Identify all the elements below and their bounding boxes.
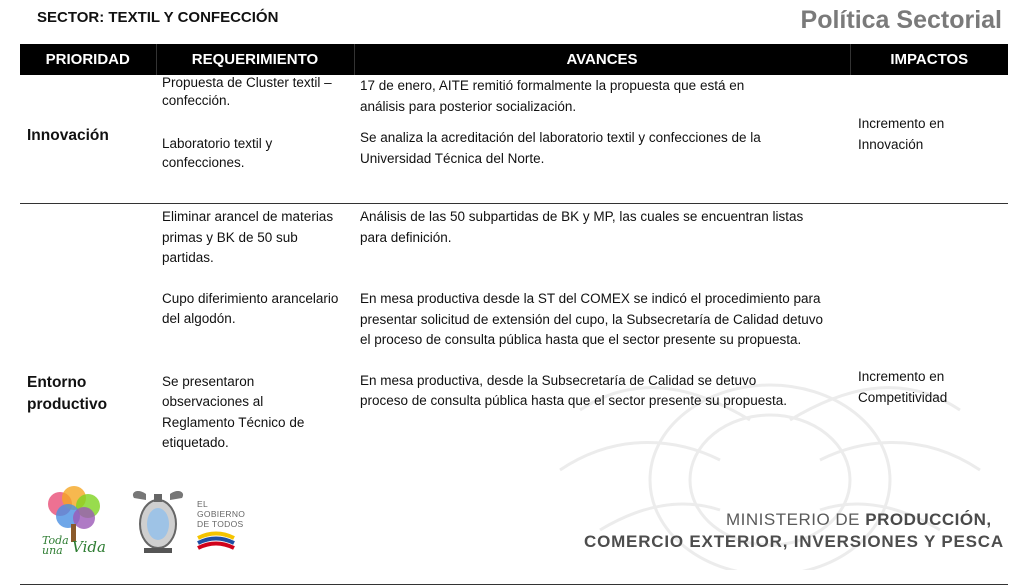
toda-una-vida-logo (42, 486, 106, 556)
ministry-line1-b: PRODUCCIÓN, (865, 510, 992, 529)
table-header-row (20, 44, 1008, 75)
svg-text:Vida: Vida (72, 538, 106, 556)
ministry-line1-a: MINISTERIO DE (726, 510, 866, 529)
ecuador-shield-logo (133, 491, 183, 553)
sector-heading: SECTOR: TEXTIL Y CONFECCIÓN (37, 9, 279, 26)
gobierno-line: GOBIERNO (197, 509, 246, 519)
gobierno-line: EL (197, 499, 208, 509)
table-row (20, 75, 1008, 204)
progress-cell (354, 75, 850, 204)
ministry-line2: COMERCIO EXTERIOR, INVERSIONES Y PESCA (584, 532, 1004, 551)
gobierno-logo-accent (198, 534, 234, 549)
progress-item: En mesa productiva, desde la Subsecretaría de Calidad se detuvo proceso de consulta pública hasta que el sector presente su propuesta. (360, 372, 788, 408)
gobierno-line: DE TODOS (197, 519, 244, 529)
progress-item: Se analiza la acreditación del laboratorio textil y confecciones de la Universidad Técnica del Norte. (360, 130, 761, 166)
progress-item: 17 de enero, AITE remitió formalmente la propuesta que está en análisis para posterior socialización. (360, 78, 745, 114)
priority-cell: Innovación (20, 75, 156, 204)
column-header-impactos: IMPACTOS (850, 44, 1008, 75)
impact-cell: Incremento en Competitividad (850, 204, 1008, 585)
page-title: Política Sectorial (800, 6, 1002, 34)
progress-item: Análisis de las 50 subpartidas de BK y MP, las cuales se encuentran listas para definición. (360, 209, 804, 245)
requirement-item: Eliminar arancel de materias primas y BK de 50 sub partidas. (162, 209, 334, 265)
requirement-item: Cupo diferimiento arancelario del algodón. (162, 290, 339, 326)
column-header-requerimiento: REQUERIMIENTO (156, 44, 354, 75)
requirement-item: Se presentaron observaciones al Reglamento Técnico de etiquetado. (162, 373, 305, 450)
ministry-logo-text (584, 510, 1004, 552)
requirement-item: Propuesta de Cluster textil – confección. (162, 75, 332, 108)
svg-text:Toda: Toda (42, 534, 69, 547)
gobierno-de-todos-logo (197, 499, 245, 529)
priority-cell: Entorno productivo (20, 204, 156, 585)
column-header-avances: AVANCES (354, 44, 850, 75)
svg-text:una: una (42, 544, 63, 556)
requirement-cell (156, 75, 354, 204)
requirement-item: Laboratorio textil y confecciones. (162, 136, 273, 170)
column-header-prioridad: PRIORIDAD (20, 44, 156, 75)
impact-cell: Incremento en Innovación (850, 75, 1008, 204)
progress-item: En mesa productiva desde la ST del COMEX se indicó el procedimiento para presentar solicitud de extensión del cupo, la Subsecretaría de Calidad detuvo el proceso de consulta pública hasta que el sector presente su propuesta. (360, 291, 824, 347)
